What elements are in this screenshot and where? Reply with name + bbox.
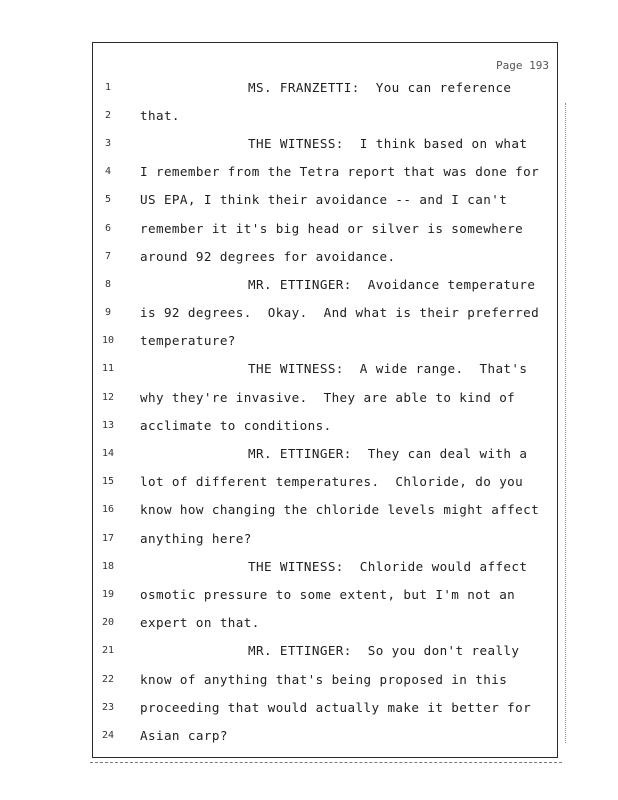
- line-text: around 92 degrees for avoidance.: [140, 248, 396, 264]
- line-text: osmotic pressure to some extent, but I'm not an: [140, 586, 516, 602]
- transcript-lines: [93, 73, 557, 750]
- line-number: 11: [101, 363, 115, 375]
- transcript-line: [93, 552, 557, 580]
- line-number: 17: [101, 532, 115, 544]
- transcript-line: [93, 270, 557, 298]
- transcript-line: [93, 411, 557, 439]
- transcript-line: [93, 524, 557, 552]
- line-text: MR. ETTINGER: So you don't really: [248, 643, 520, 659]
- line-text: why they're invasive. They are able to kind of: [140, 389, 516, 405]
- line-number: 22: [101, 673, 115, 685]
- line-number: 7: [104, 250, 112, 262]
- line-text: lot of different temperatures. Chloride, do you: [140, 474, 524, 490]
- line-text: THE WITNESS: I think based on what: [248, 135, 528, 151]
- transcript-line: [93, 129, 557, 157]
- transcript-line: [93, 299, 557, 327]
- transcript-line: [93, 693, 557, 721]
- transcript-line: [93, 73, 557, 101]
- transcript-line: [93, 439, 557, 467]
- line-text: Asian carp?: [140, 727, 228, 743]
- transcript-line: [93, 665, 557, 693]
- line-number: 4: [104, 166, 112, 178]
- line-number: 8: [104, 278, 112, 290]
- line-number: 3: [104, 137, 112, 149]
- line-number: 2: [104, 109, 112, 121]
- line-number: 5: [104, 194, 112, 206]
- line-text: temperature?: [140, 333, 236, 349]
- line-number: 1: [104, 81, 112, 93]
- line-text: acclimate to conditions.: [140, 417, 332, 433]
- transcript-line: [93, 242, 557, 270]
- line-text: expert on that.: [140, 615, 260, 631]
- line-text: anything here?: [140, 530, 252, 546]
- line-number: 10: [101, 335, 115, 347]
- transcript-line: [93, 327, 557, 355]
- line-text: US EPA, I think their avoidance -- and I can't: [140, 192, 508, 208]
- line-text: MR. ETTINGER: They can deal with a: [248, 446, 528, 462]
- transcript-line: [93, 355, 557, 383]
- line-number: 15: [101, 476, 115, 488]
- line-text: is 92 degrees. Okay. And what is their preferred: [140, 305, 540, 321]
- line-number: 20: [101, 617, 115, 629]
- transcript-line: [93, 101, 557, 129]
- transcript-line: [93, 609, 557, 637]
- transcript-line: [93, 214, 557, 242]
- transcript-line: [93, 468, 557, 496]
- line-number: 14: [101, 448, 115, 460]
- transcript-line: [93, 383, 557, 411]
- line-number: 19: [101, 588, 115, 600]
- line-text: I remember from the Tetra report that was done for: [140, 164, 540, 180]
- line-text: know how changing the chloride levels might affect: [140, 502, 540, 518]
- line-number: 9: [104, 307, 112, 319]
- page-number: Page 193: [496, 59, 549, 72]
- transcript-line: [93, 496, 557, 524]
- line-number: 12: [101, 391, 115, 403]
- line-text: that.: [140, 107, 180, 123]
- line-text: THE WITNESS: A wide range. That's: [248, 361, 528, 377]
- line-number: 23: [101, 701, 115, 713]
- line-number: 16: [101, 504, 115, 516]
- line-text: remember it it's big head or silver is somewhere: [140, 220, 524, 236]
- line-text: MR. ETTINGER: Avoidance temperature: [248, 276, 536, 292]
- line-number: 18: [101, 560, 115, 572]
- transcript-line: [93, 721, 557, 749]
- line-number: 13: [101, 419, 115, 431]
- transcript-line: [93, 158, 557, 186]
- line-number: 6: [104, 222, 112, 234]
- line-text: MS. FRANZETTI: You can reference: [248, 79, 512, 95]
- transcript-line: [93, 637, 557, 665]
- line-number: 24: [101, 729, 115, 741]
- line-number: 21: [101, 645, 115, 657]
- line-text: know of anything that's being proposed in this: [140, 671, 508, 687]
- line-text: proceeding that would actually make it better for: [140, 699, 532, 715]
- transcript-line: [93, 186, 557, 214]
- transcript-line: [93, 580, 557, 608]
- line-text: THE WITNESS: Chloride would affect: [248, 558, 528, 574]
- bottom-divider: [90, 762, 562, 763]
- transcript-page: [92, 42, 558, 758]
